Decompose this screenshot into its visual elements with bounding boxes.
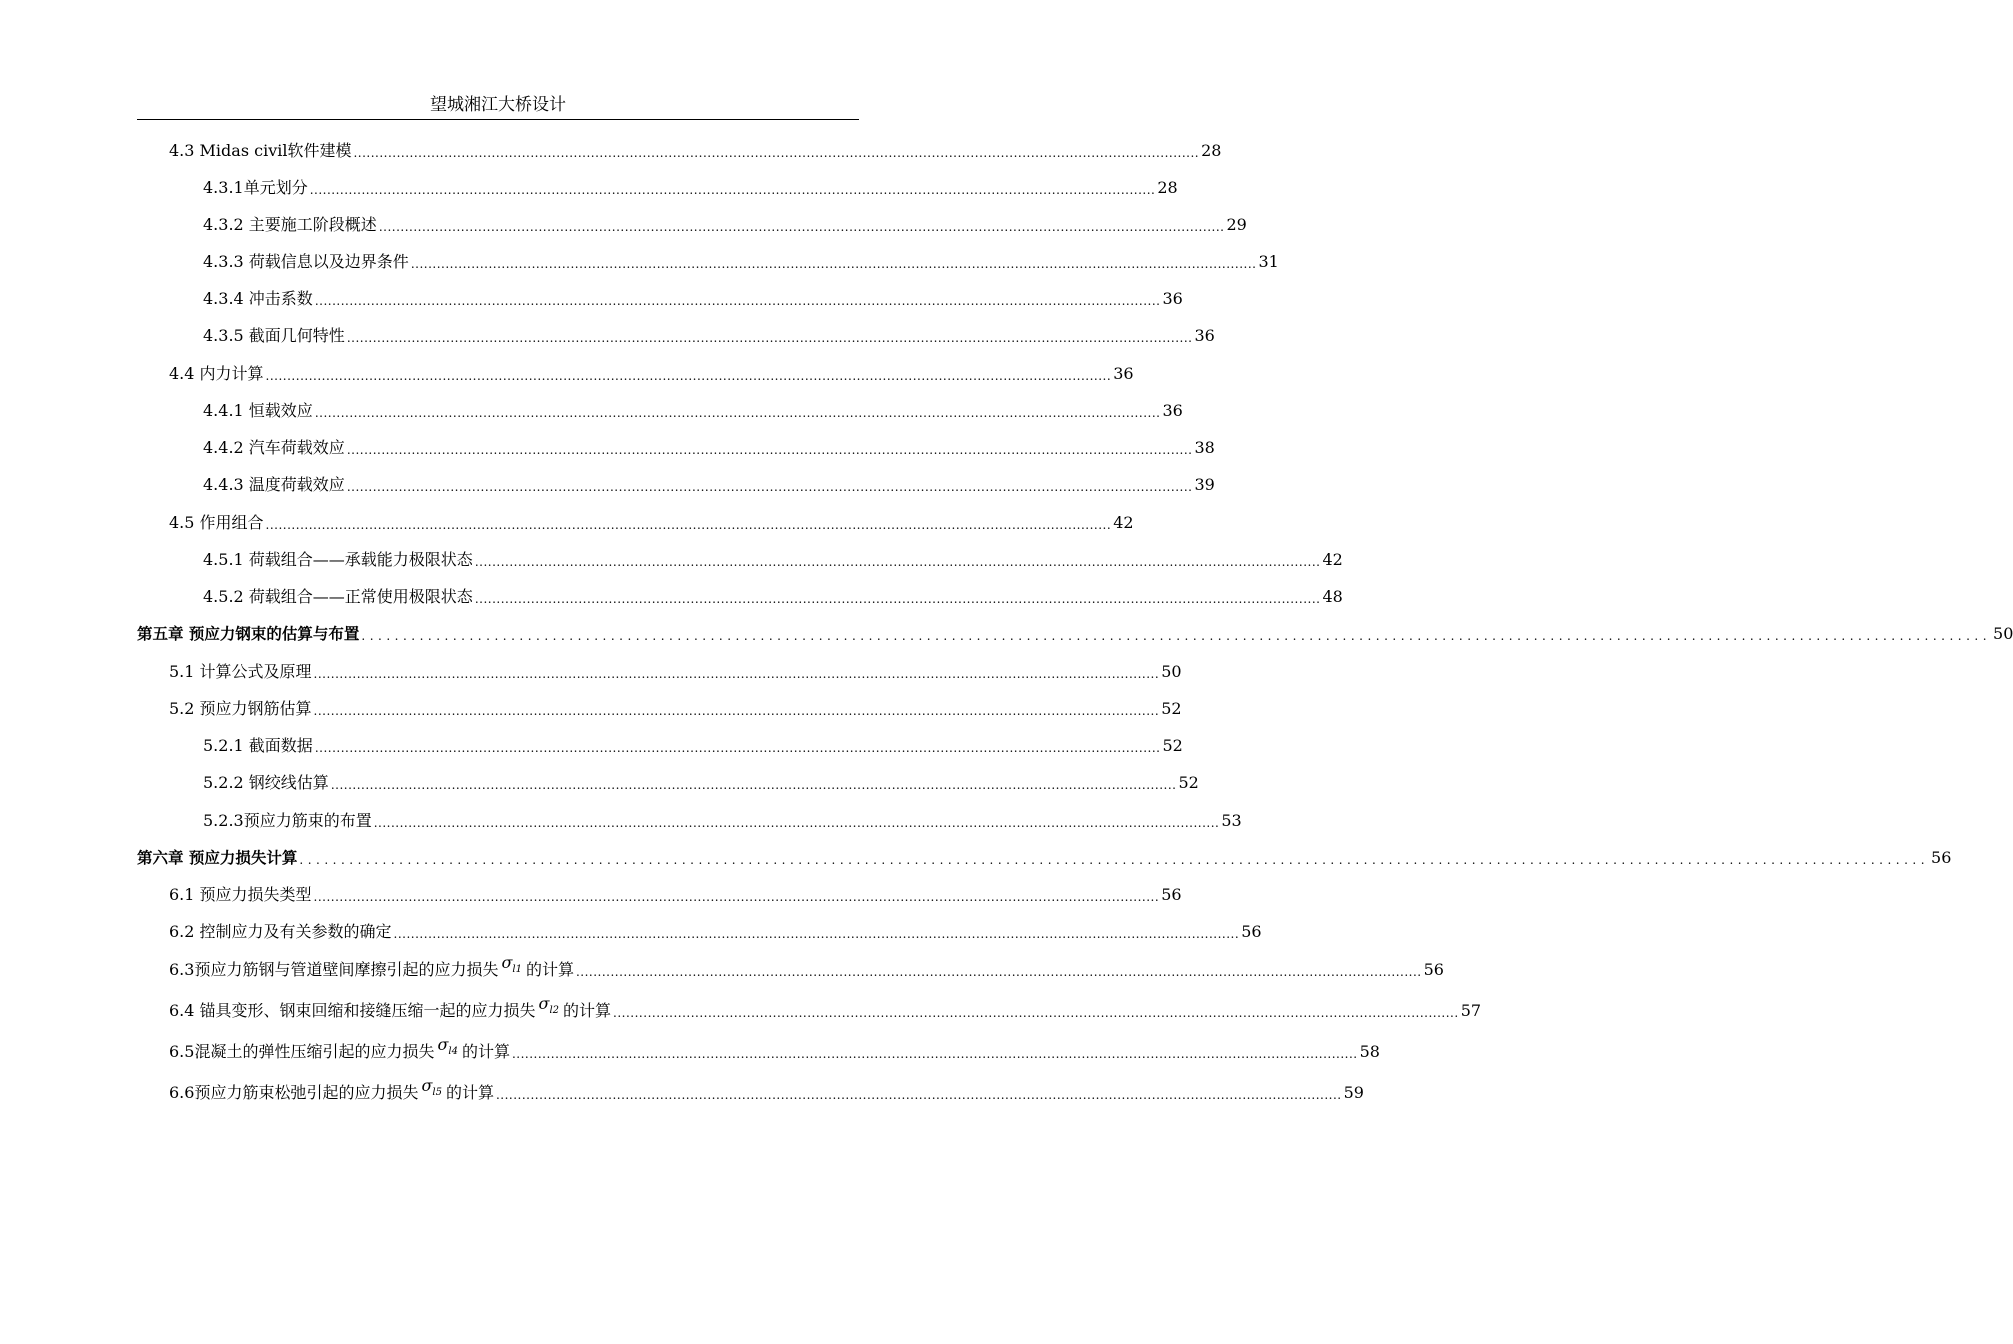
- toc-entry-page: 38: [1194, 438, 1215, 457]
- toc-entry-title: 4.3.4 冲击系数: [203, 289, 313, 308]
- dot-leader: ....................................................................................................................................................................................................: [309, 183, 1156, 197]
- dot-leader: ....................................................................................................................................................................................................: [265, 369, 1112, 383]
- sigma-symbol: [501, 953, 521, 980]
- toc-entry-title: 6.5混凝土的弹性压缩引起的应力损失: [169, 1042, 435, 1061]
- toc-entry-page: 52: [1162, 736, 1183, 755]
- toc-entry-title: 第六章 预应力损失计算: [137, 849, 298, 867]
- toc-entry[interactable]: [137, 695, 1182, 719]
- dot-leader: ....................................................................................................................................................................................................: [474, 592, 1321, 606]
- toc-entry-page: 31: [1258, 252, 1279, 271]
- toc-entry-title: 4.4.3 温度荷载效应: [203, 475, 345, 494]
- toc-entry[interactable]: [137, 248, 1279, 272]
- toc-entry-page: 39: [1194, 475, 1215, 494]
- toc-entry[interactable]: [137, 732, 1183, 756]
- dot-leader: ....................................................................................................................................................................................................: [313, 704, 1160, 718]
- toc-entry-title-suffix: 的计算: [461, 1042, 510, 1061]
- dot-leader: ....................................................................................................................................................................................................: [373, 816, 1220, 830]
- header-title: 望城湘江大桥设计: [430, 95, 566, 115]
- toc-entry[interactable]: [137, 769, 1199, 793]
- toc-entry-page: 36: [1162, 289, 1183, 308]
- sigma-letter: σ: [538, 993, 550, 1013]
- page-header: [137, 92, 859, 120]
- toc-entry[interactable]: [137, 322, 1215, 346]
- toc-entry-page: 28: [1201, 141, 1222, 160]
- sigma-symbol: [437, 1035, 457, 1062]
- toc-entry-page: 36: [1162, 401, 1183, 420]
- sigma-letter: σ: [501, 952, 513, 972]
- dot-leader: ....................................................................................................................................................................................................: [361, 629, 1992, 643]
- toc-entry-page: 57: [1460, 1001, 1482, 1020]
- sigma-symbol: [539, 994, 559, 1021]
- toc-entry-title: 6.1 预应力损失类型: [169, 885, 312, 904]
- toc-entry[interactable]: [137, 583, 1343, 607]
- toc-entry[interactable]: [137, 434, 1215, 458]
- dot-leader: ....................................................................................................................................................................................................: [613, 1006, 1459, 1020]
- toc-entry[interactable]: [137, 546, 1343, 570]
- toc-entry-title: 第五章 预应力钢束的估算与布置: [137, 625, 360, 643]
- toc-entry-title: 4.3 Midas civil软件建模: [169, 141, 352, 160]
- toc-entry-title: 6.4 锚具变形、钢束回缩和接缝压缩一起的应力损失: [169, 1001, 536, 1020]
- toc-entry-page: 56: [1241, 922, 1262, 941]
- toc-entry-title: 6.3预应力筋钢与管道壁间摩擦引起的应力损失: [169, 960, 499, 979]
- toc-entry[interactable]: [137, 174, 1178, 198]
- toc-entry-page: 56: [1931, 848, 1952, 867]
- toc-entry[interactable]: [137, 471, 1215, 495]
- dot-leader: ....................................................................................................................................................................................................: [313, 667, 1160, 681]
- toc-entry-page: 52: [1178, 773, 1199, 792]
- toc-entry-page: 29: [1226, 215, 1247, 234]
- toc-entry[interactable]: [137, 285, 1183, 309]
- toc-entry[interactable]: [137, 137, 1222, 161]
- dot-leader: ....................................................................................................................................................................................................: [410, 257, 1257, 271]
- dot-leader: ....................................................................................................................................................................................................: [314, 294, 1161, 308]
- dot-leader: ....................................................................................................................................................................................................: [314, 741, 1161, 755]
- toc-entry-title: 4.4.2 汽车荷载效应: [203, 438, 345, 457]
- toc-entry-title: 4.3.2 主要施工阶段概述: [203, 215, 377, 234]
- toc-entry[interactable]: [137, 397, 1183, 421]
- toc-entry[interactable]: [137, 360, 1134, 384]
- sigma-subscript: l4: [448, 1046, 458, 1057]
- toc-entry[interactable]: [137, 658, 1182, 682]
- toc-entry-page: 58: [1359, 1042, 1380, 1061]
- toc-entry[interactable]: [137, 881, 1182, 905]
- toc-entry-title-suffix: 的计算: [445, 1083, 494, 1102]
- dot-leader: ....................................................................................................................................................................................................: [474, 555, 1321, 569]
- toc-entry-title-suffix: 的计算: [563, 1001, 612, 1020]
- toc-entry[interactable]: [137, 807, 1242, 831]
- dot-leader: ....................................................................................................................................................................................................: [346, 443, 1193, 457]
- toc-entry-title: 5.2.3预应力筋束的布置: [203, 811, 372, 830]
- dot-leader: ....................................................................................................................................................................................................: [346, 331, 1193, 345]
- dot-leader: ....................................................................................................................................................................................................: [265, 518, 1112, 532]
- toc-entry-title: 5.2.1 截面数据: [203, 736, 313, 755]
- toc-entry-title: 4.5.2 荷载组合——正常使用极限状态: [203, 587, 473, 606]
- toc-entry-page: 59: [1343, 1083, 1364, 1102]
- toc-entry-title: 4.3.3 荷载信息以及边界条件: [203, 252, 409, 271]
- dot-leader: ....................................................................................................................................................................................................: [314, 406, 1161, 420]
- toc-entry-title: 5.1 计算公式及原理: [169, 662, 312, 681]
- sigma-symbol: [421, 1076, 441, 1103]
- sigma-subscript: l1: [512, 964, 522, 975]
- dot-leader: ....................................................................................................................................................................................................: [393, 927, 1240, 941]
- toc-entry-page: 56: [1161, 885, 1182, 904]
- toc-entry[interactable]: [137, 952, 1444, 980]
- dot-leader: ....................................................................................................................................................................................................: [511, 1047, 1358, 1061]
- toc-entry-title: 5.2 预应力钢筋估算: [169, 699, 312, 718]
- toc-entry-title: 4.4 内力计算: [169, 364, 264, 383]
- toc-entry[interactable]: [137, 1075, 1364, 1103]
- toc-entry-page: 28: [1157, 178, 1178, 197]
- dot-leader: ....................................................................................................................................................................................................: [495, 1088, 1342, 1102]
- toc-entry[interactable]: [137, 918, 1262, 942]
- toc-entry-title: 4.3.1单元划分: [203, 178, 308, 197]
- toc-entry-page: 42: [1113, 513, 1134, 532]
- toc-entry-page: 53: [1221, 811, 1242, 830]
- toc-entry-page: 50: [1993, 624, 2013, 643]
- toc-entry-page: 42: [1322, 550, 1343, 569]
- toc-entry-page: 48: [1322, 587, 1343, 606]
- toc-entry[interactable]: [137, 993, 1482, 1021]
- sigma-letter: σ: [421, 1075, 433, 1095]
- toc-entry[interactable]: [137, 620, 2013, 644]
- sigma-subscript: l5: [432, 1087, 442, 1098]
- toc-entry-title: 4.5.1 荷载组合——承载能力极限状态: [203, 550, 473, 569]
- dot-leader: ....................................................................................................................................................................................................: [353, 146, 1200, 160]
- toc-entry-page: 52: [1161, 699, 1182, 718]
- toc-entry[interactable]: [137, 211, 1247, 235]
- dot-leader: ....................................................................................................................................................................................................: [575, 965, 1422, 979]
- dot-leader: ....................................................................................................................................................................................................: [313, 890, 1160, 904]
- sigma-letter: σ: [437, 1034, 449, 1054]
- toc-entry-title: 6.6预应力筋束松弛引起的应力损失: [169, 1083, 419, 1102]
- dot-leader: ....................................................................................................................................................................................................: [330, 778, 1177, 792]
- toc-entry-title: 4.4.1 恒载效应: [203, 401, 313, 420]
- toc-entry-page: 36: [1113, 364, 1134, 383]
- toc-entry-title: 4.5 作用组合: [169, 513, 264, 532]
- toc-entry-title: 5.2.2 钢绞线估算: [203, 773, 329, 792]
- dot-leader: ....................................................................................................................................................................................................: [346, 480, 1193, 494]
- toc-entry-page: 56: [1423, 960, 1444, 979]
- toc-entry-title-suffix: 的计算: [525, 960, 574, 979]
- toc-entry-page: 50: [1161, 662, 1182, 681]
- toc-entry-title: 4.3.5 截面几何特性: [203, 326, 345, 345]
- toc-entry[interactable]: [137, 509, 1134, 533]
- toc-entry-page: 36: [1194, 326, 1215, 345]
- toc-entry[interactable]: [137, 844, 1952, 868]
- dot-leader: ....................................................................................................................................................................................................: [378, 220, 1225, 234]
- toc-entry[interactable]: [137, 1034, 1380, 1062]
- toc-entry-title: 6.2 控制应力及有关参数的确定: [169, 922, 392, 941]
- dot-leader: ....................................................................................................................................................................................................: [299, 853, 1930, 867]
- sigma-subscript: l2: [549, 1005, 560, 1016]
